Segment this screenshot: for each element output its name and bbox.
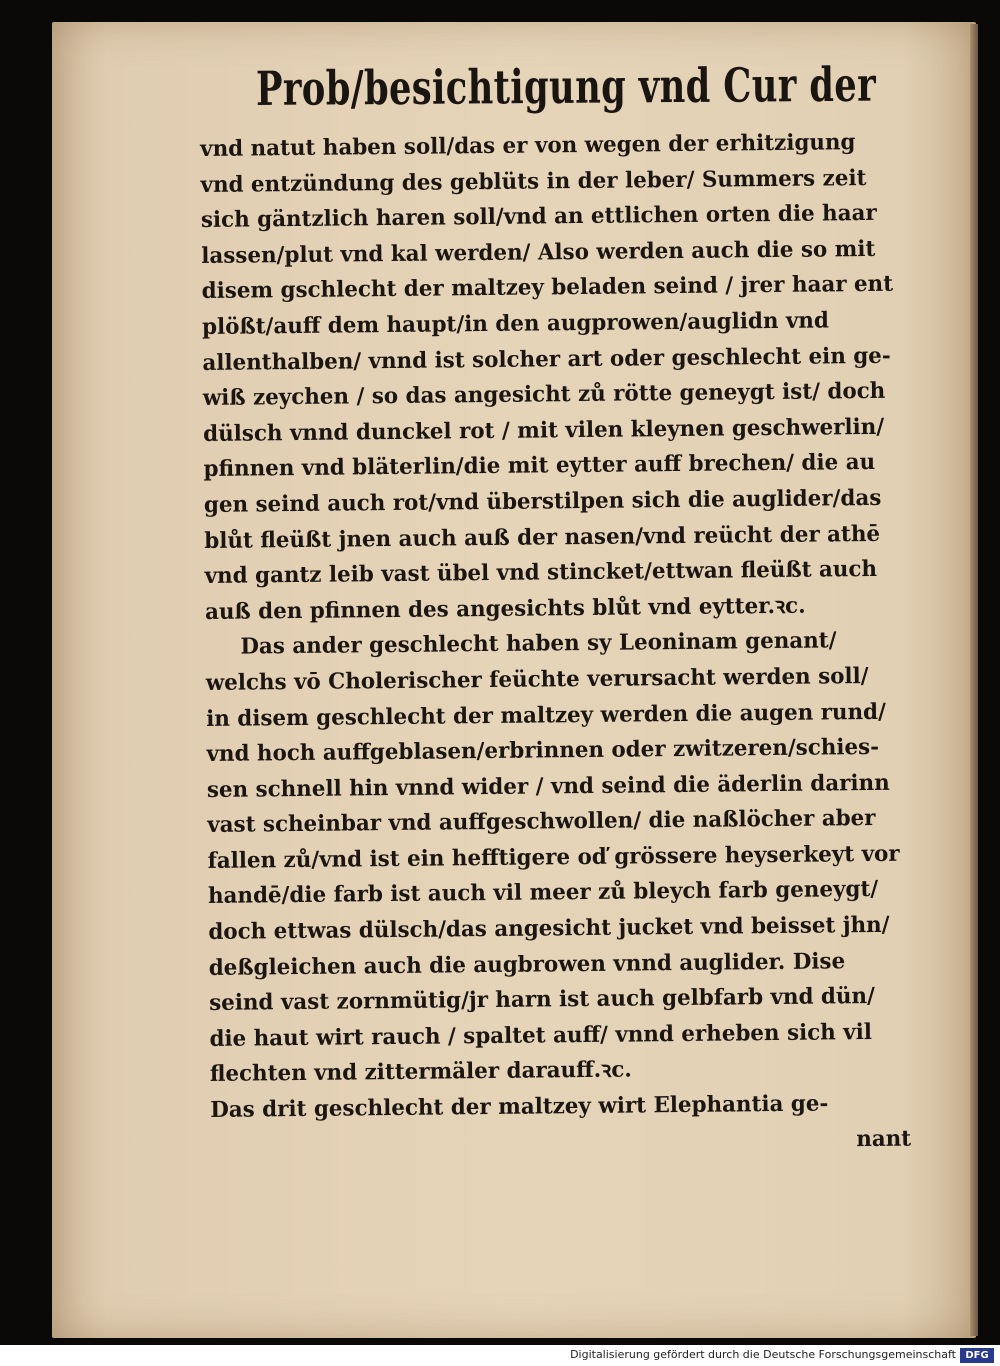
running-heading: Prob/besichtigung vnd Cur der [255,57,877,117]
text-line: disem gschlecht der maltzey beladen seind / jrer haar ent [201,271,894,305]
text-line: gen seind auch rot/vnd überstilpen sich die auglider/das [203,484,882,518]
text-line: allenthalben/ vnnd ist solcher art oder geschlecht ein ge- [202,342,891,376]
text-line: vnd entzündung des geblüts in der leber/ Summers zeit [200,164,867,198]
text-line: vnd gantz leib vast übel vnd stincket/ettwan fleüßt auch [204,556,878,590]
paragraph-start-line: Das ander geschlecht haben sy Leoninam genant/ [240,627,837,660]
text-line: doch ettwas dülsch/das angesicht jucket vnd beisset jhn/ [208,911,890,946]
text-line: welchs vō Cholerischer feüchte verursacht werden soll/ [205,662,869,696]
text-line: vnd natut haben soll/das er von wegen der erhitzigung [200,129,856,162]
text-line: flechten vnd zittermäler darauff.ꝛc. [209,1056,632,1088]
text-line: vnd hoch auffgeblasen/erbrinnen oder zwitzeren/schies- [206,734,880,768]
text-line: vast scheinbar vnd auffgeschwollen/ die naßlöcher aber [207,805,876,839]
text-line: handē/die farb ist auch vil meer zů bleych farb geneygt/ [207,876,879,910]
text-line: lassen/plut vnd kal werden/ Also werden auch die so mit [201,235,876,269]
text-line: blůt fleüßt jnen auch auß der nasen/vnd reücht der athē [204,520,881,554]
paragraph-start-line: Das drit geschlecht der maltzey wirt Elephantia ge- [210,1090,829,1123]
catchword: nant [856,1125,912,1152]
dfg-logo: DFG [960,1348,994,1363]
text-line: dülsch vnnd dunckel rot / mit vilen kleynen geschwerlin/ [203,413,885,447]
text-line: in disem geschlecht der maltzey werden die augen rund/ [206,698,887,732]
text-line: plößt/auff dem haupt/in den augprowen/auglidn vnd [201,307,830,340]
text-line: die haut wirt rauch / spaltet auff/ vnnd erheben sich vil [209,1018,873,1052]
text-line: fallen zů/vnd ist ein hefftigere oď grössere heyserkeyt vor [207,840,900,874]
digitization-credit: Digitalisierung gefördert durch die Deutsche Forschungsgemeinschaft [570,1348,956,1361]
text-line: wiß zeychen / so das angesicht zů rötte geneygt ist/ doch [202,377,886,412]
body-text [200,124,951,1164]
footer-bar [0,1345,1000,1366]
text-line: auß den pfinnen des angesichts blůt vnd eytter.ꝛc. [204,592,806,625]
page-edge [970,24,978,1336]
text-line: pfinnen vnd bläterlin/die mit eytter auff brechen/ die au [203,449,876,483]
text-line: seind vast zornmütig/jr harn ist auch gelbfarb vnd dün/ [208,983,876,1017]
text-line: deßgleichen auch die augbrowen vnnd auglider. Dise [208,947,846,981]
text-line: sich gäntzlich haren soll/vnd an ettlichen orten die haar [200,200,877,234]
text-line: sen schnell hin vnnd wider / vnd seind die äderlin darinn [206,769,890,803]
